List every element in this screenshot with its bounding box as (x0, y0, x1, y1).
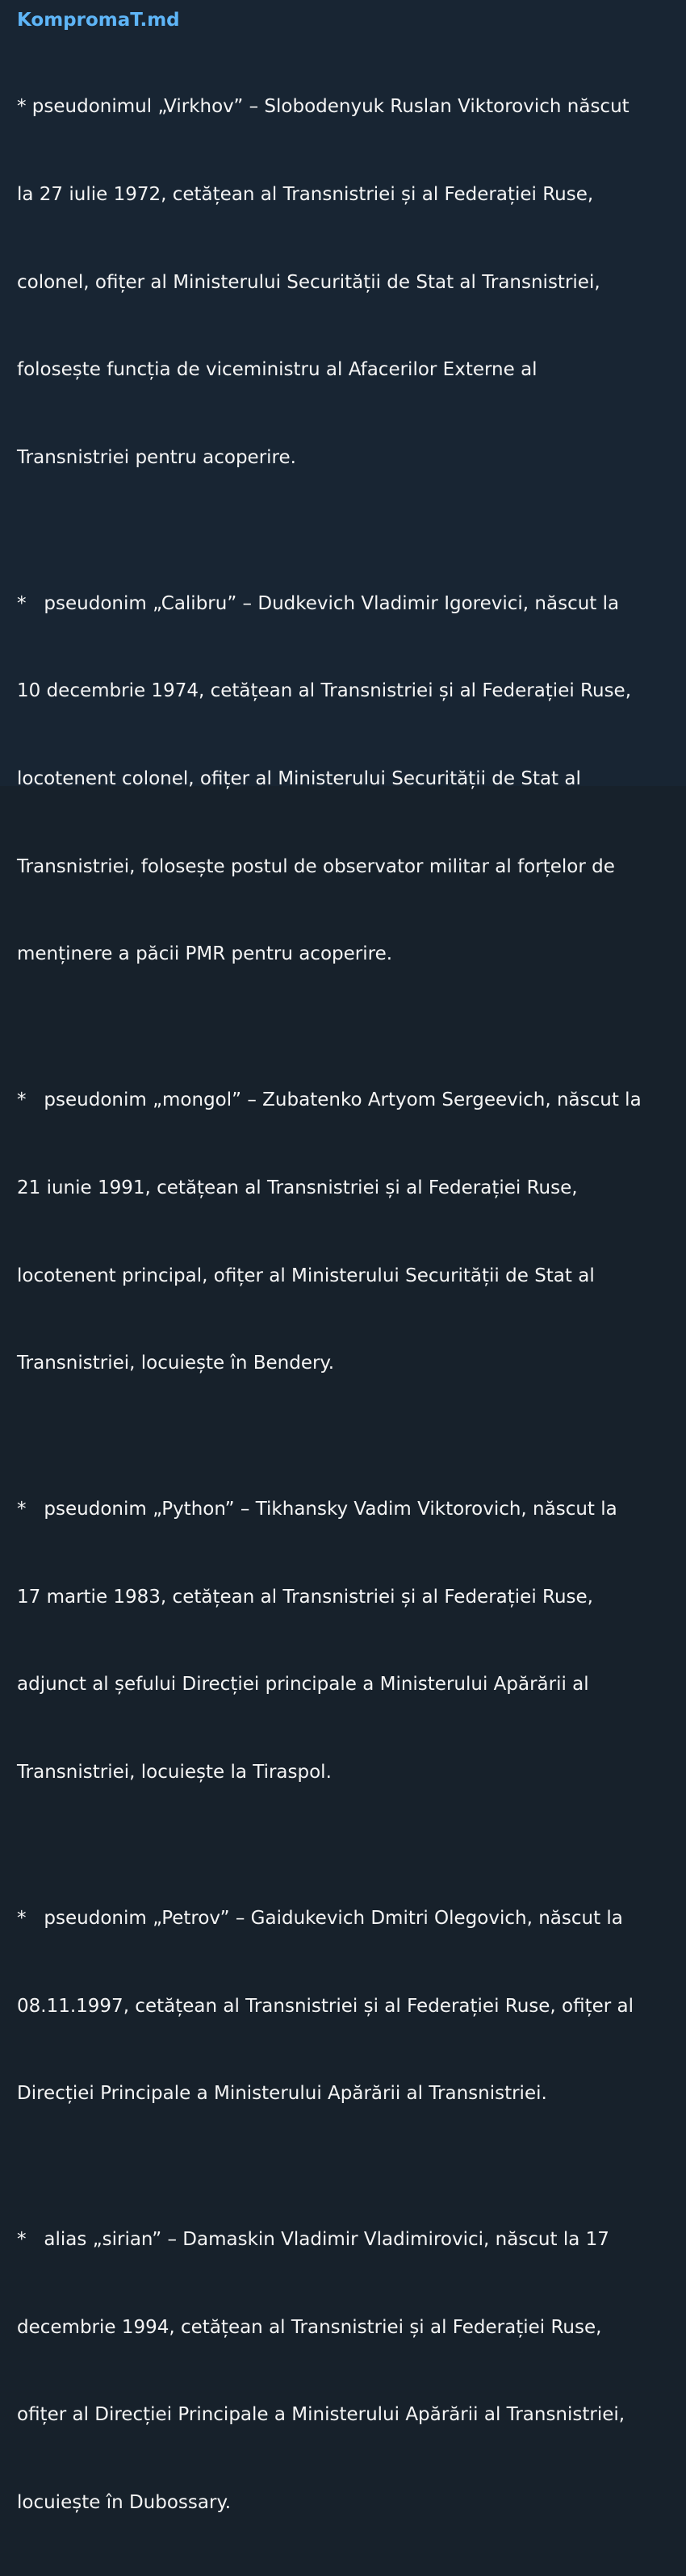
message-text (17, 34, 670, 2576)
message-line: * pseudonim „Python” – Tikhansky Vadim Viktorovich, născut la (17, 1499, 617, 1520)
message-line: Transnistriei, locuiește în Bendery. (17, 1353, 335, 1374)
message-line: Transnistriei, folosește postul de observator militar al forțelor de (17, 855, 615, 877)
message-line: * pseudonimul „Virkhov” – Slobodenyuk Ruslan Viktorovich născut (17, 96, 630, 118)
message-line: 08.11.1997, cetățean al Transnistriei și al Federației Ruse, ofițer al (17, 1995, 634, 2017)
message-line: Direcției Principale a Ministerului Apărării al Transnistriei. (17, 2083, 547, 2105)
message-entry (17, 34, 670, 530)
message-line: 10 decembrie 1974, cetățean al Transnistriei și al Federației Ruse, (17, 680, 632, 702)
message-line: 21 iunie 1991, cetățean al Transnistriei și al Federației Ruse, (17, 1177, 578, 1198)
message-line: * alias „sirian” – Damaskin Vladimir Vladimirovici, născut la 17 (17, 2229, 609, 2251)
message-line: locotenent principal, ofițer al Ministerului Securității de Stat al (17, 1265, 595, 1286)
message-entry (17, 1027, 670, 1436)
message-line: colonel, ofițer al Ministerului Securității de Stat al Transnistriei, (17, 271, 600, 293)
sender-name[interactable]: KompromaT.md (17, 10, 180, 31)
message-line: decembrie 1994, cetățean al Transnistriei și al Federației Ruse, (17, 2316, 602, 2338)
message-line: * pseudonim „Calibru” – Dudkevich Vladimir Igorevici, născut la (17, 592, 620, 614)
message-line: ofițer al Direcției Principale a Ministerului Apărării al Transnistriei, (17, 2404, 625, 2426)
message-entry (17, 1436, 670, 1846)
message-line: adjunct al șefului Direcției principale a Ministerului Apărării al (17, 1674, 589, 1696)
message-line: la 27 iulie 1972, cetățean al Transnistriei și al Federației Ruse, (17, 184, 594, 206)
message-line: menținere a păcii PMR pentru acoperire. (17, 943, 393, 965)
message-entry (17, 530, 670, 1027)
message-line: Transnistriei, locuiește la Tiraspol. (17, 1761, 332, 1783)
message-line: locotenent colonel, ofițer al Ministerului Securității de Stat al (17, 768, 581, 790)
message-line: * pseudonim „mongol” – Zubatenko Artyom Sergeevich, născut la (17, 1089, 642, 1111)
message-line: folosește funcția de viceministru al Afacerilor Externe al (17, 359, 538, 381)
message-line: * pseudonim „Petrov” – Gaidukevich Dmitri Olegovich, născut la (17, 1908, 623, 1929)
message-line: locuiește în Dubossary. (17, 2492, 232, 2514)
message-line: 17 martie 1983, cetățean al Transnistriei și al Federației Ruse, (17, 1586, 593, 1608)
message-line: Transnistriei pentru acoperire. (17, 446, 296, 468)
message-entry (17, 2167, 670, 2576)
message-entry (17, 1846, 670, 2167)
